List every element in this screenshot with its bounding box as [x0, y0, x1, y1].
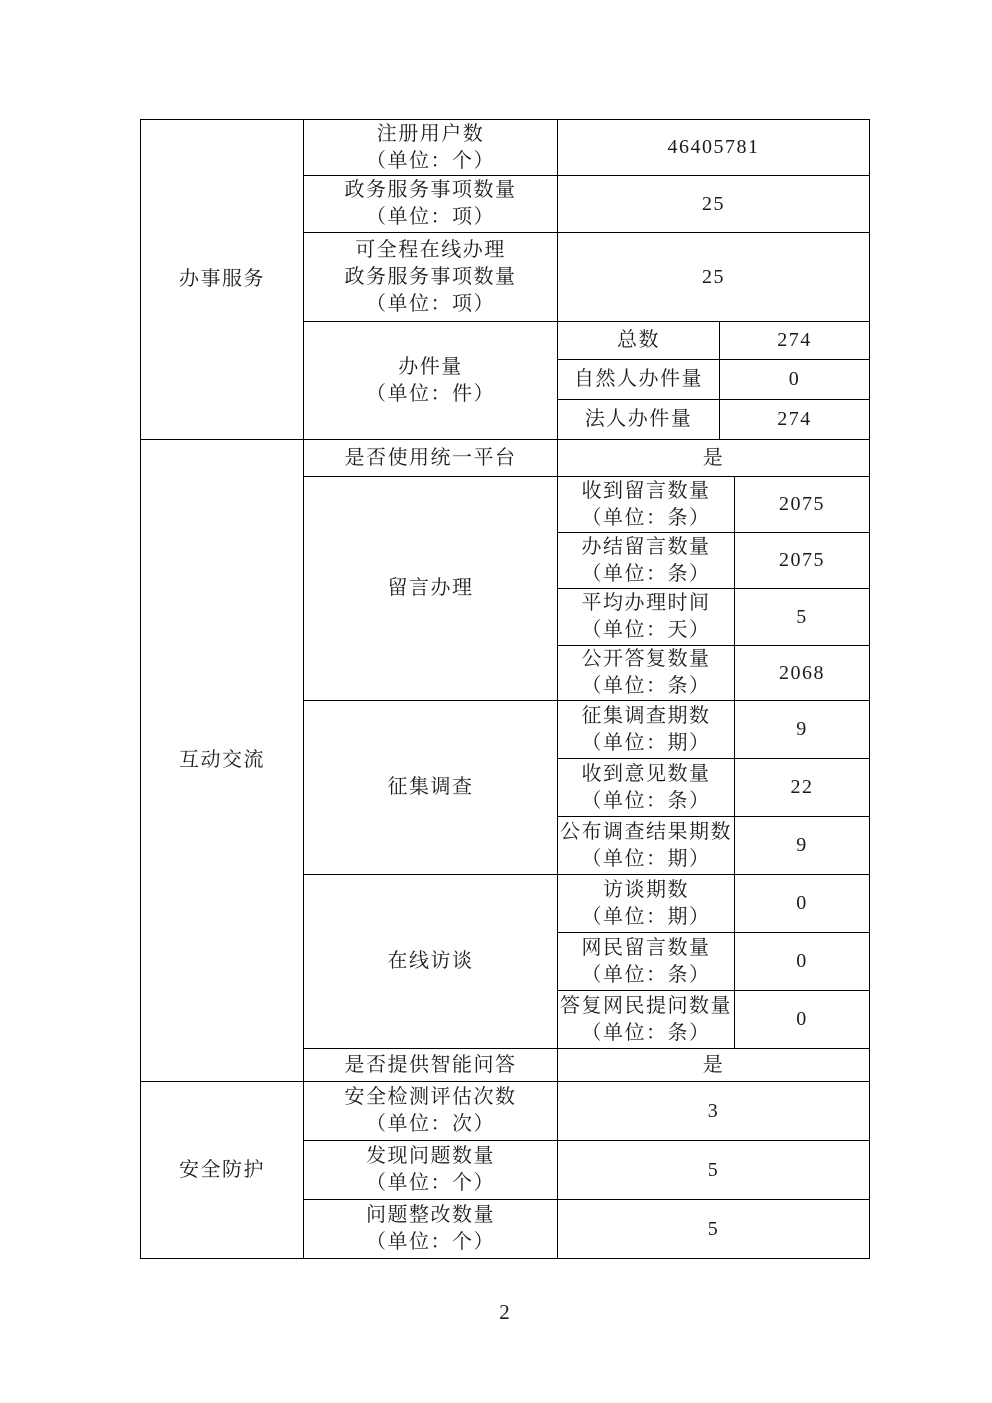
submetric-unit: （单位：期）: [581, 905, 711, 928]
submetric-label: 答复网民提问数量: [560, 994, 732, 1017]
submetric-label: 公开答复数量: [581, 648, 711, 670]
submetric-label: 收到意见数量: [581, 762, 711, 785]
metric-value-cell: 5: [558, 1200, 870, 1259]
metric-label: 可全程在线办理: [355, 238, 506, 261]
submetric-label-cell: [558, 991, 735, 1049]
submetric-label: 办结留言数量: [581, 535, 711, 558]
metric-label-cell: [304, 176, 558, 233]
metric-unit: （单位：项）: [366, 206, 495, 228]
group-label-cell: 留言办理: [304, 477, 558, 701]
submetric-label: 征集调查期数: [581, 704, 711, 727]
submetric-label: 网民留言数量: [581, 936, 711, 959]
group-label-cell: 在线访谈: [304, 875, 558, 1049]
category-cell-service: [141, 120, 304, 440]
submetric-label: 公布调查结果期数: [560, 820, 732, 843]
metric-label: 发现问题数量: [366, 1145, 495, 1167]
metric-label-cell: [304, 1082, 558, 1141]
submetric-unit: （单位：条）: [581, 1021, 711, 1044]
metric-label-cell: 是否使用统一平台: [304, 440, 558, 477]
metric-value-cell: 是: [558, 440, 870, 477]
category-label: 互动交流: [179, 749, 265, 771]
metric-label: 政务服务事项数量: [344, 179, 517, 201]
metric-label-cell: [304, 1200, 558, 1259]
submetric-label-cell: 总数: [558, 322, 720, 360]
submetric-value-cell: 0: [735, 991, 870, 1049]
submetric-unit: （单位：期）: [581, 847, 711, 870]
submetric-value-cell: 2075: [735, 533, 870, 589]
metric-unit: （单位：个）: [366, 149, 495, 172]
category-cell-security: [141, 1082, 304, 1259]
submetric-value-cell: 0: [720, 360, 870, 400]
submetric-value-cell: 2068: [735, 646, 870, 701]
submetric-unit: （单位：条）: [581, 963, 711, 986]
metric-label-line2: 政务服务事项数量: [344, 265, 517, 288]
category-label: 安全防护: [179, 1158, 265, 1181]
metric-value-cell: 25: [558, 233, 870, 322]
submetric-label: 收到留言数量: [581, 479, 711, 502]
submetric-value-cell: 22: [735, 759, 870, 817]
metric-label: 问题整改数量: [366, 1204, 495, 1226]
submetric-value-cell: 5: [735, 589, 870, 646]
submetric-value-cell: 2075: [735, 477, 870, 533]
submetric-label-cell: [558, 477, 735, 533]
metric-value-cell: 是: [558, 1049, 870, 1082]
submetric-label: 访谈期数: [603, 878, 689, 901]
metric-unit: （单位：个）: [366, 1231, 495, 1253]
submetric-label-cell: [558, 933, 735, 991]
metric-unit: （单位：个）: [366, 1172, 495, 1194]
submetric-label-cell: 自然人办件量: [558, 360, 720, 400]
group-unit: （单位：件）: [366, 382, 495, 405]
submetric-value-cell: 9: [735, 817, 870, 875]
metric-label: 安全检测评估次数: [344, 1086, 517, 1108]
metric-unit: （单位：次）: [366, 1113, 495, 1135]
submetric-label-cell: [558, 759, 735, 817]
submetric-unit: （单位：条）: [581, 506, 711, 529]
submetric-unit: （单位：期）: [581, 731, 711, 754]
metric-value-cell: 5: [558, 1141, 870, 1200]
group-label-cell: [304, 322, 558, 440]
submetric-value-cell: 274: [720, 322, 870, 360]
submetric-label-cell: 法人办件量: [558, 400, 720, 440]
metric-label-cell: [304, 120, 558, 176]
group-label-cell: 征集调查: [304, 701, 558, 875]
submetric-label-cell: [558, 701, 735, 759]
report-table: [140, 119, 870, 1259]
metric-label: 注册用户数: [376, 122, 485, 145]
submetric-label-cell: [558, 533, 735, 589]
submetric-value-cell: 274: [720, 400, 870, 440]
submetric-value-cell: 0: [735, 875, 870, 933]
submetric-label-cell: [558, 817, 735, 875]
submetric-unit: （单位：天）: [581, 619, 711, 641]
metric-value-cell: 25: [558, 176, 870, 233]
category-label: 办事服务: [179, 268, 265, 290]
metric-label-cell: 是否提供智能问答: [304, 1049, 558, 1082]
category-cell-interaction: [141, 440, 304, 1082]
metric-label-cell: [304, 1141, 558, 1200]
group-label: 办件量: [398, 355, 463, 378]
metric-label-cell: [304, 233, 558, 322]
submetric-value-cell: 0: [735, 933, 870, 991]
submetric-label-cell: [558, 589, 735, 646]
metric-value-cell: 46405781: [558, 120, 870, 176]
submetric-label-cell: [558, 646, 735, 701]
metric-value-cell: 3: [558, 1082, 870, 1141]
submetric-unit: （单位：条）: [581, 562, 711, 585]
submetric-label-cell: [558, 875, 735, 933]
submetric-value-cell: 9: [735, 701, 870, 759]
page-number: 2: [499, 1300, 510, 1324]
metric-unit: （单位：项）: [366, 292, 495, 315]
submetric-unit: （单位：条）: [581, 675, 711, 697]
submetric-unit: （单位：条）: [581, 789, 711, 812]
submetric-label: 平均办理时间: [581, 592, 711, 614]
